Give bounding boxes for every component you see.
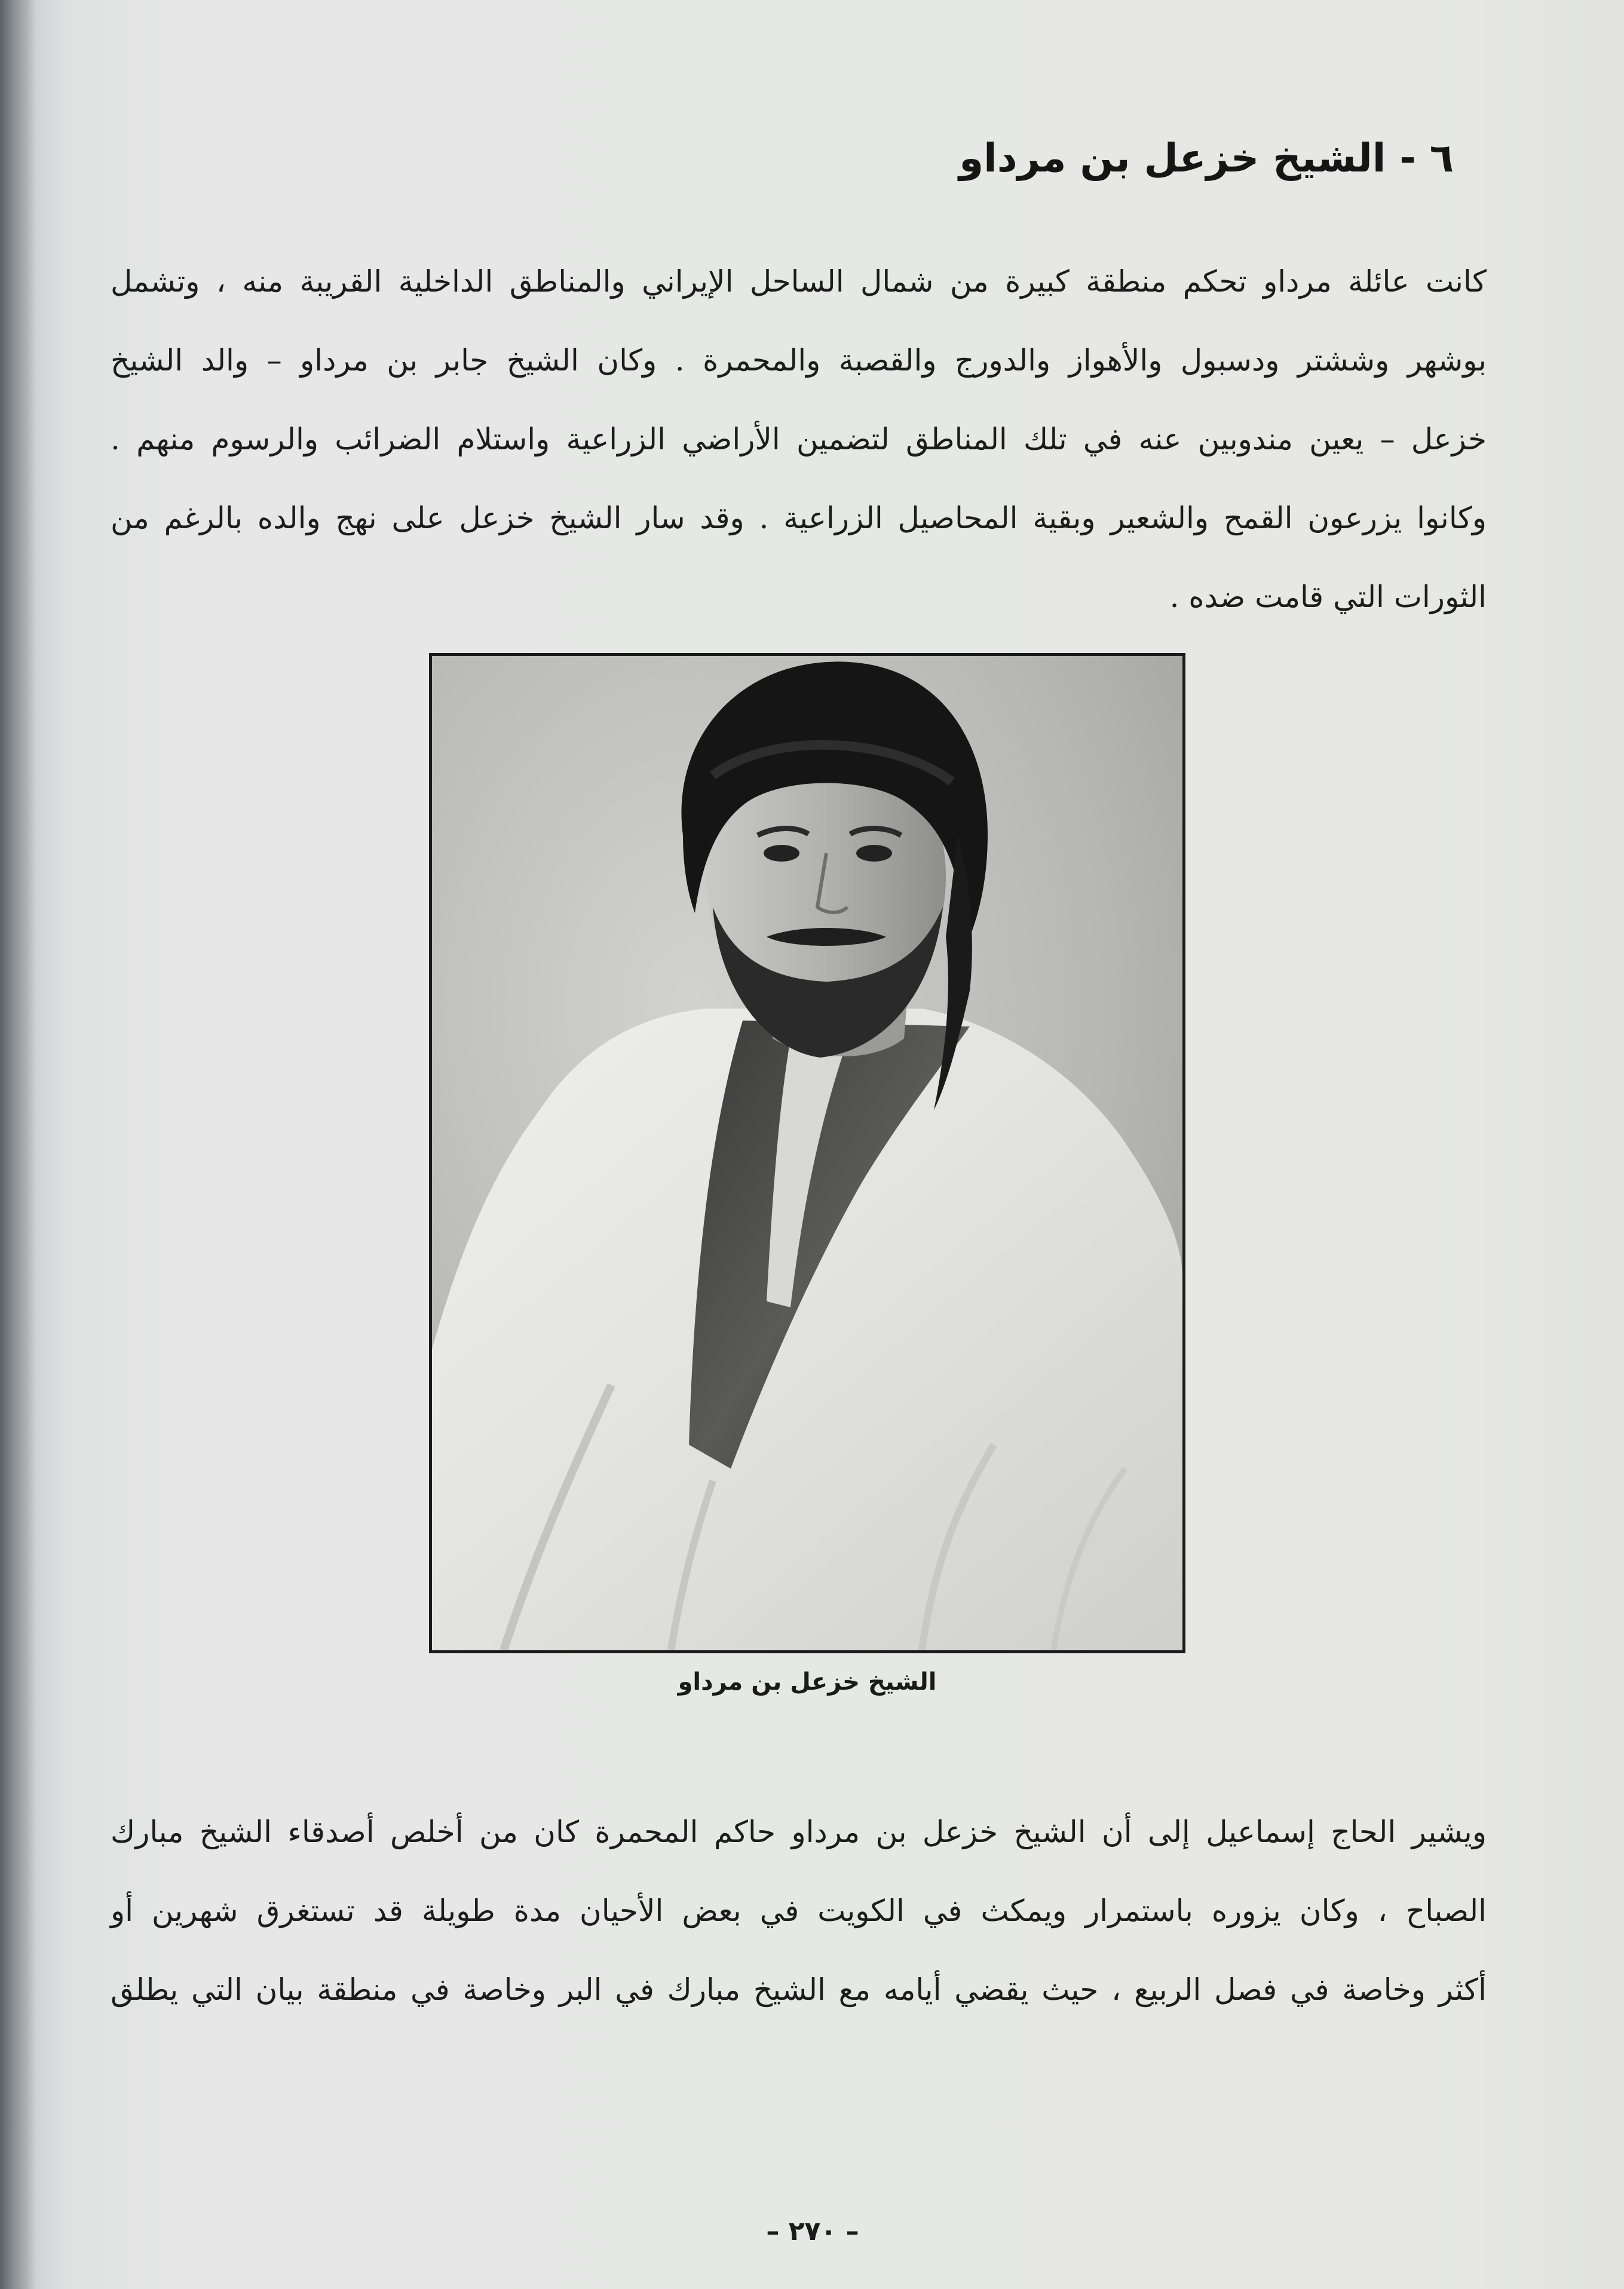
paragraph-1-line: بوشهر وششتر ودسبول والأهواز والدورج والقصبة والمحمرة . وكان الشيخ جابر بن مرداو – والد الشيخ [111,343,1487,378]
portrait-photo [429,653,1185,1653]
paragraph-1-line: خزعل – يعين مندوبين عنه في تلك المناطق لتضمين الأراضي الزراعية واستلام الضرائب والرسوم منهم . [111,422,1487,456]
paragraph-2-line: الصباح ، وكان يزوره باستمرار ويمكث في الكويت في بعض الأحيان مدة طويلة قد تستغرق شهرين أو [111,1893,1487,1928]
binding-shadow [0,0,36,2289]
paragraph-2-line: أكثر وخاصة في فصل الربيع ، حيث يقضي أيامه مع الشيخ مبارك في البر وخاصة في منطقة بيان التي يطلق [111,1972,1487,2007]
paragraph-1 [111,242,1487,636]
paragraph-1-line: الثورات التي قامت ضده . [1169,580,1487,614]
paragraph-1-line: وكانوا يزرعون القمح والشعير وبقية المحاصيل الزراعية . وقد سار الشيخ خزعل على نهج والده بالرغم من [111,501,1487,535]
paragraph-2 [111,1792,1487,2029]
section-heading: ٦ - الشيخ خزعل بن مرداو [959,135,1454,181]
portrait-photo-icon [432,656,1182,1650]
paragraph-1-line: كانت عائلة مرداو تحكم منطقة كبيرة من شمال الساحل الإيراني والمناطق الداخلية القريبة منه ، وتشمل [111,264,1487,299]
page-number: – ٢٧٠ – [766,2216,859,2247]
photo-caption: الشيخ خزعل بن مرداو [678,1668,937,1696]
paragraph-2-line: ويشير الحاج إسماعيل إلى أن الشيخ خزعل بن مرداو حاكم المحمرة كان من أخلص أصدقاء الشيخ مبارك [111,1815,1487,1849]
